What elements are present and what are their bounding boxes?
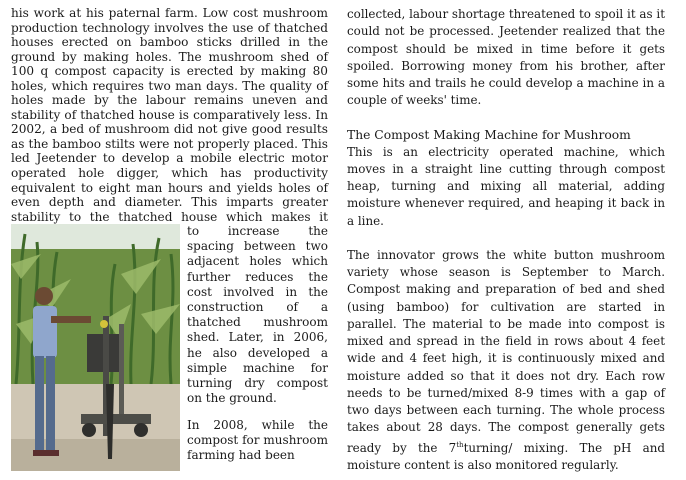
right-paragraph-2: This is an electricity operated machine, which moves in a straight line cutting through compost heap, turning and mixing all material, adding moisture whenever required, and heaping it back in a line. <box>347 144 665 228</box>
intro-paragraph: his work at his paternal farm. Low cost mushroom production technology involves the use of thatched houses erected on bamboo sticks drilled in the ground by making holes. The mushroom shed of 100 q compost capacity is erected by making 80 holes, which requires two man days. The quality of holes made by the labour remains uneven and stability of thatched house is comparatively less. In 2002, a bed of mushroom did not give good results as the bamboo stilts were not properly placed. This led Jeetender to develop a mobile electric motor operated hole digger, which has productivity equivalent to eight man hours and yields holes of even depth and diameter. This imparts greater stability to the thatched house which makes it <box>11 6 328 224</box>
photo-illustration <box>11 224 180 471</box>
wrap-paragraph-2: In 2008, while the compost for mushroom farming had been <box>187 418 328 463</box>
wrap-text-block-2 <box>187 418 328 464</box>
photo-innovator-with-hole-digger <box>11 224 180 471</box>
right-paragraph-1: collected, labour shortage threatened to spoil it as it could not be processed. Jeetender realized that the compost should be mixed in time before it gets spoiled. Borrowing money from his brother, after some hits and trails he could develop a machine in a couple of weeks' time. <box>347 7 665 108</box>
wrap-text-block <box>187 224 328 406</box>
para3-text-after: turning/ mixing. The pH and moisture content is also monitored regularly. <box>347 440 665 472</box>
para3-text-before: The innovator grows the white button mushroom variety whose season is September to March. Compost making and preparation of bed and shed (using bamboo) for cultivation are started in parallel. The material to be made into compost is mixed and spread in the field in rows about 4 feet wide and 4 feet high, it is continuously mixed and moisture added so that it does not dry. Each row needs to be turned/mixed 8-9 times with a gap of two days between each turning. The whole process takes about 28 days. The compost generally gets ready by the 7 <box>347 247 665 455</box>
left-column <box>11 6 328 239</box>
superscript-ordinal: th <box>456 440 464 449</box>
right-paragraph-3 <box>347 247 665 474</box>
section-heading: The Compost Making Machine for Mushroom <box>347 127 631 142</box>
wrap-paragraph: to increase the spacing between two adjacent holes which further reduces the cost involved in the construction of a thatched mushroom shed. Later, in 2006, he also developed a simple machine for turning dry compost on the ground. <box>187 224 328 406</box>
right-column <box>347 6 665 474</box>
